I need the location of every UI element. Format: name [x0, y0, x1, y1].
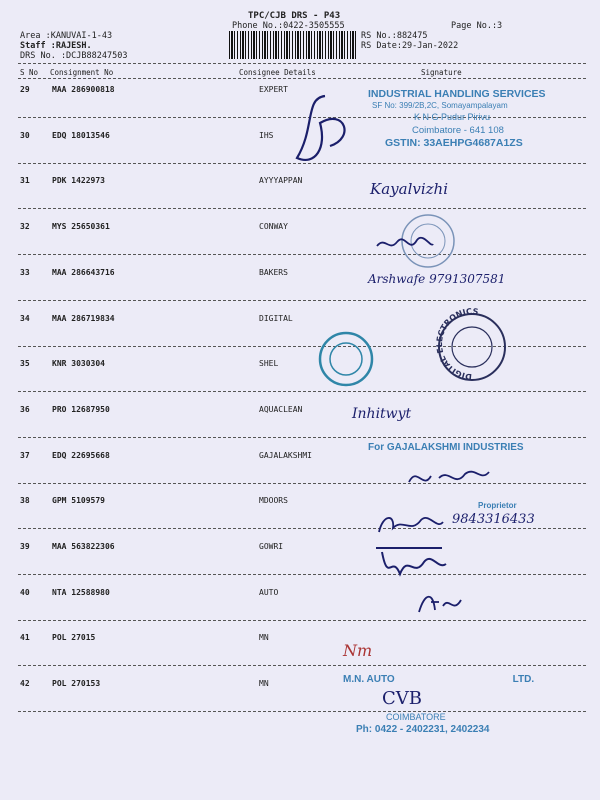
ihs-stamp-name: INDUSTRIAL HANDLING SERVICES	[368, 88, 546, 100]
staff-label: Staff :RAJESH.	[20, 41, 92, 51]
signature-scribble-38	[375, 508, 445, 538]
signature-41: Nm	[343, 641, 373, 660]
row-divider	[18, 437, 586, 438]
row-divider	[18, 574, 586, 575]
row-consignee: BAKERS	[259, 268, 288, 277]
ihs-stamp-address: SF No: 399/2B,2C, Somayampalayam	[372, 101, 508, 110]
round-stamp-digital	[427, 306, 517, 382]
row-consignee: SHEL	[259, 359, 279, 368]
row-consignment: MAA 286719834	[52, 314, 115, 323]
row-divider	[18, 254, 586, 255]
row-sno: 29	[20, 85, 30, 94]
row-consignment: KNR 3030304	[52, 359, 105, 368]
row-consignment: POL 270153	[52, 679, 101, 688]
row-consignment: MAA 563822306	[52, 542, 115, 551]
rs-number: RS No.:882475	[361, 31, 428, 41]
svg-text:DIGITAL ELECTRONICS	[435, 307, 479, 381]
row-divider	[18, 665, 586, 666]
col-header-consignee: Consignee Details	[239, 68, 316, 77]
row-consignee: MN	[259, 633, 269, 642]
table-row	[0, 268, 600, 280]
signature-42: CVB	[382, 688, 422, 709]
signature-31: Kayalvizhi	[370, 180, 448, 198]
row-consignment: PRO 12687950	[52, 405, 110, 414]
row-sno: 32	[20, 222, 30, 231]
col-header-consignment: Consignment No	[50, 68, 114, 77]
row-divider	[18, 208, 586, 209]
row-sno: 35	[20, 359, 30, 368]
header-divider-top	[18, 63, 586, 64]
row-consignment: MAA 286900818	[52, 85, 115, 94]
mn-auto-stamp-phone: Ph: 0422 - 2402231, 2402234	[356, 724, 490, 735]
row-divider	[18, 483, 586, 484]
gajalakshmi-stamp: For GAJALAKSHMI INDUSTRIES	[368, 442, 524, 453]
row-sno: 42	[20, 679, 30, 688]
table-row	[0, 588, 600, 600]
row-sno: 39	[20, 542, 30, 551]
barcode	[229, 31, 357, 59]
row-sno: 34	[20, 314, 30, 323]
signature-33: Arshwafe 9791307581	[368, 272, 506, 286]
row-sno: 33	[20, 268, 30, 277]
row-divider	[18, 300, 586, 301]
rs-date: RS Date:29-Jan-2022	[361, 41, 459, 51]
ihs-stamp-city: Coimbatore - 641 108	[412, 125, 504, 136]
signature-scribble-32	[375, 228, 435, 258]
row-sno: 31	[20, 176, 30, 185]
row-sno: 40	[20, 588, 30, 597]
row-sno: 30	[20, 131, 30, 140]
row-consignment: GPM 5109579	[52, 496, 105, 505]
ihs-stamp-gstin: GSTIN: 33AEHPG4687A1ZS	[385, 137, 523, 149]
row-sno: 41	[20, 633, 30, 642]
row-consignee: DIGITAL	[259, 314, 293, 323]
row-consignment: NTA 12588980	[52, 588, 110, 597]
signature-scribble-39	[372, 544, 452, 584]
drs-number: DRS No. :DCJB88247503	[20, 51, 128, 61]
row-consignment: EDQ 22695668	[52, 451, 110, 460]
row-divider	[18, 528, 586, 529]
row-consignee: MDOORS	[259, 496, 288, 505]
row-consignment: PDK 1422973	[52, 176, 105, 185]
phone-number: Phone No.:0422-3505555	[232, 21, 345, 31]
row-consignment: MAA 286643716	[52, 268, 115, 277]
row-consignment: MYS 25650361	[52, 222, 110, 231]
signature-scribble-30	[285, 88, 365, 168]
header-divider-bottom	[18, 78, 586, 79]
round-stamp-shel	[318, 331, 374, 387]
row-consignee: IHS	[259, 131, 274, 140]
row-divider	[18, 391, 586, 392]
ihs-stamp-address2: K N G Pudur Pirivu	[414, 112, 491, 122]
table-row	[0, 633, 600, 645]
row-consignee: EXPERT	[259, 85, 288, 94]
row-consignee: AQUACLEAN	[259, 405, 303, 414]
page-number: Page No.:3	[451, 21, 503, 31]
row-consignment: EDQ 18013546	[52, 131, 110, 140]
row-consignee: GAJALAKSHMI	[259, 451, 312, 460]
signature-scribble-37	[405, 462, 495, 492]
mn-auto-stamp-city: COIMBATORE	[386, 712, 446, 722]
digital-stamp-text: DIGITAL ELECTRONICS	[434, 306, 479, 382]
proprietor-stamp: Proprietor	[478, 501, 517, 510]
row-consignment: POL 27015	[52, 633, 96, 642]
row-consignee: CONWAY	[259, 222, 288, 231]
row-sno: 37	[20, 451, 30, 460]
area-label: Area :KANUVAI-1-43	[20, 31, 113, 41]
row-divider	[18, 711, 586, 712]
signature-36: Inhitwyt	[352, 406, 412, 422]
staff-name: RAJESH.	[55, 41, 92, 51]
row-sno: 36	[20, 405, 30, 414]
table-row	[0, 222, 600, 234]
page-title: TPC/CJB DRS - P43	[248, 11, 341, 21]
col-header-sno: S No	[20, 68, 39, 77]
row-sno: 38	[20, 496, 30, 505]
signature-38-phone: 9843316433	[452, 512, 535, 527]
row-divider	[18, 620, 586, 621]
row-consignee: AUTO	[259, 588, 279, 597]
row-consignee: MN	[259, 679, 269, 688]
row-consignee: AYYYAPPAN	[259, 176, 303, 185]
table-row	[0, 542, 600, 554]
table-row	[0, 176, 600, 188]
table-row	[0, 405, 600, 417]
row-consignee: GOWRI	[259, 542, 284, 551]
signature-scribble-40	[415, 588, 465, 618]
col-header-signature: Signature	[421, 68, 462, 77]
mn-auto-stamp-name: M.N. AUTO LTD.	[343, 674, 535, 685]
